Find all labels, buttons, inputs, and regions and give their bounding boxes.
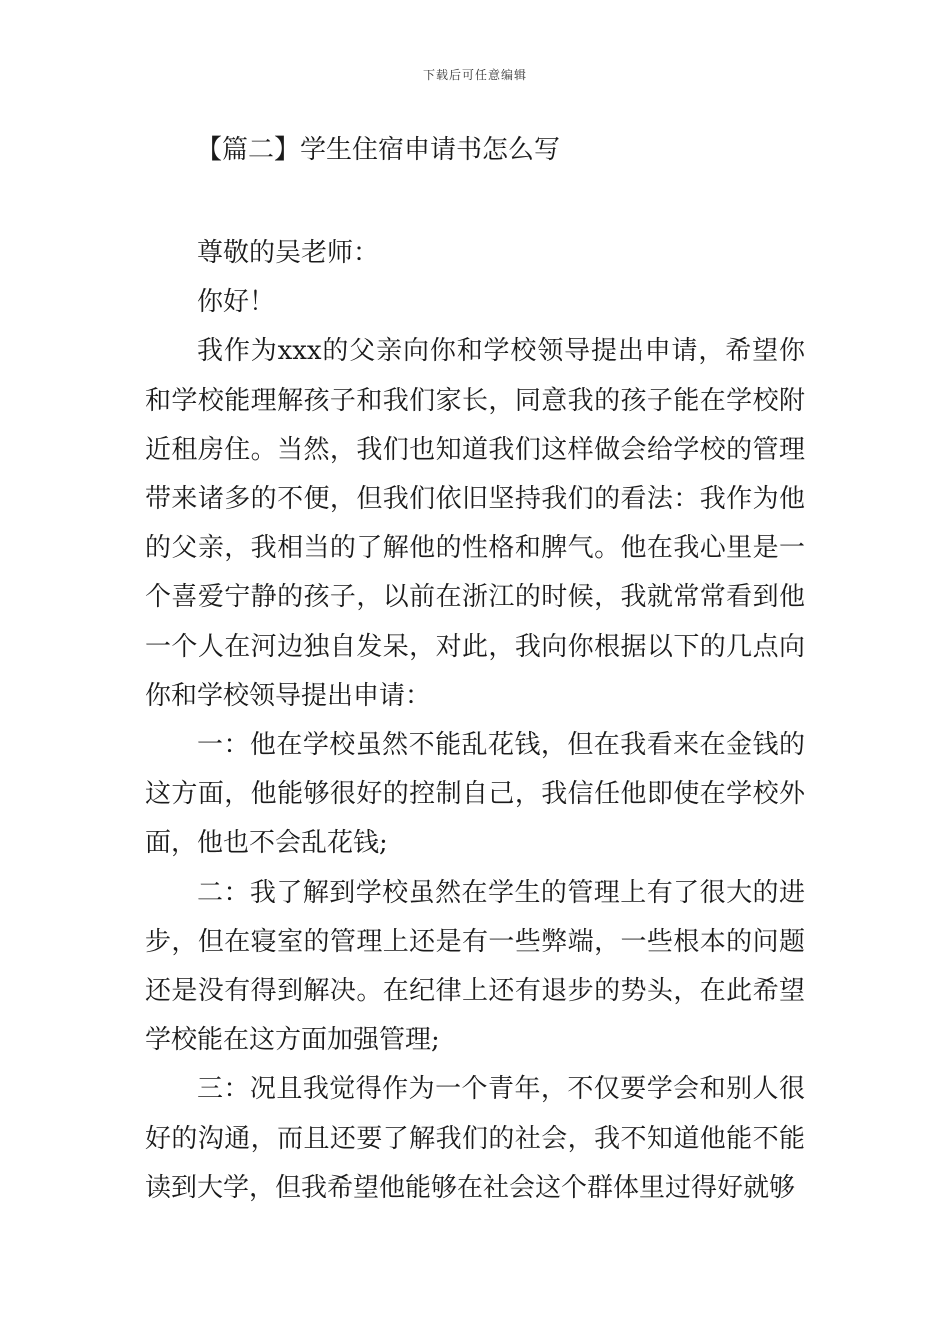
body-paragraph: 我作为xxx的父亲向你和学校领导提出申请，希望你和学校能理解孩子和我们家长，同意我的孩子能在学校附近租房住。当然，我们也知道我们这样做会给学校的管理带来诸多的不便，但我们依旧坚持我们的看法：我作为他的父亲，我相当的了解他的性格和脾气。他在我心里是一个喜爱宁静的孩子，以前在浙江的时候，我就常常看到他一个人在河边独自发呆，对此，我向你根据以下的几点向你和学校领导提出申请： — [145, 336, 805, 711]
document-body — [145, 229, 805, 1213]
body-paragraph: 二：我了解到学校虽然在学生的管理上有了很大的进步，但在寝室的管理上还是有一些弊端，一些根本的问题还是没有得到解决。在纪律上还有退步的势头，在此希望学校能在这方面加强管理; — [145, 877, 805, 1056]
body-paragraph: 一：他在学校虽然不能乱花钱，但在我看来在金钱的这方面，他能够很好的控制自己，我信任他即使在学校外面，他也不会乱花钱; — [145, 730, 805, 859]
greeting: 你好！ — [197, 287, 276, 318]
salutation: 尊敬的吴老师： — [197, 238, 380, 268]
body-paragraph: 三：况且我觉得作为一个青年，不仅要学会和别人很好的沟通，而且还要了解我们的社会，我不知道他能不能读到大学，但我希望他能够在社会这个群体里过得好就够 — [145, 1074, 805, 1203]
header-note: 下载后可任意编辑 — [422, 68, 527, 82]
document-title: 【篇二】学生住宿申请书怎么写 — [196, 135, 561, 165]
